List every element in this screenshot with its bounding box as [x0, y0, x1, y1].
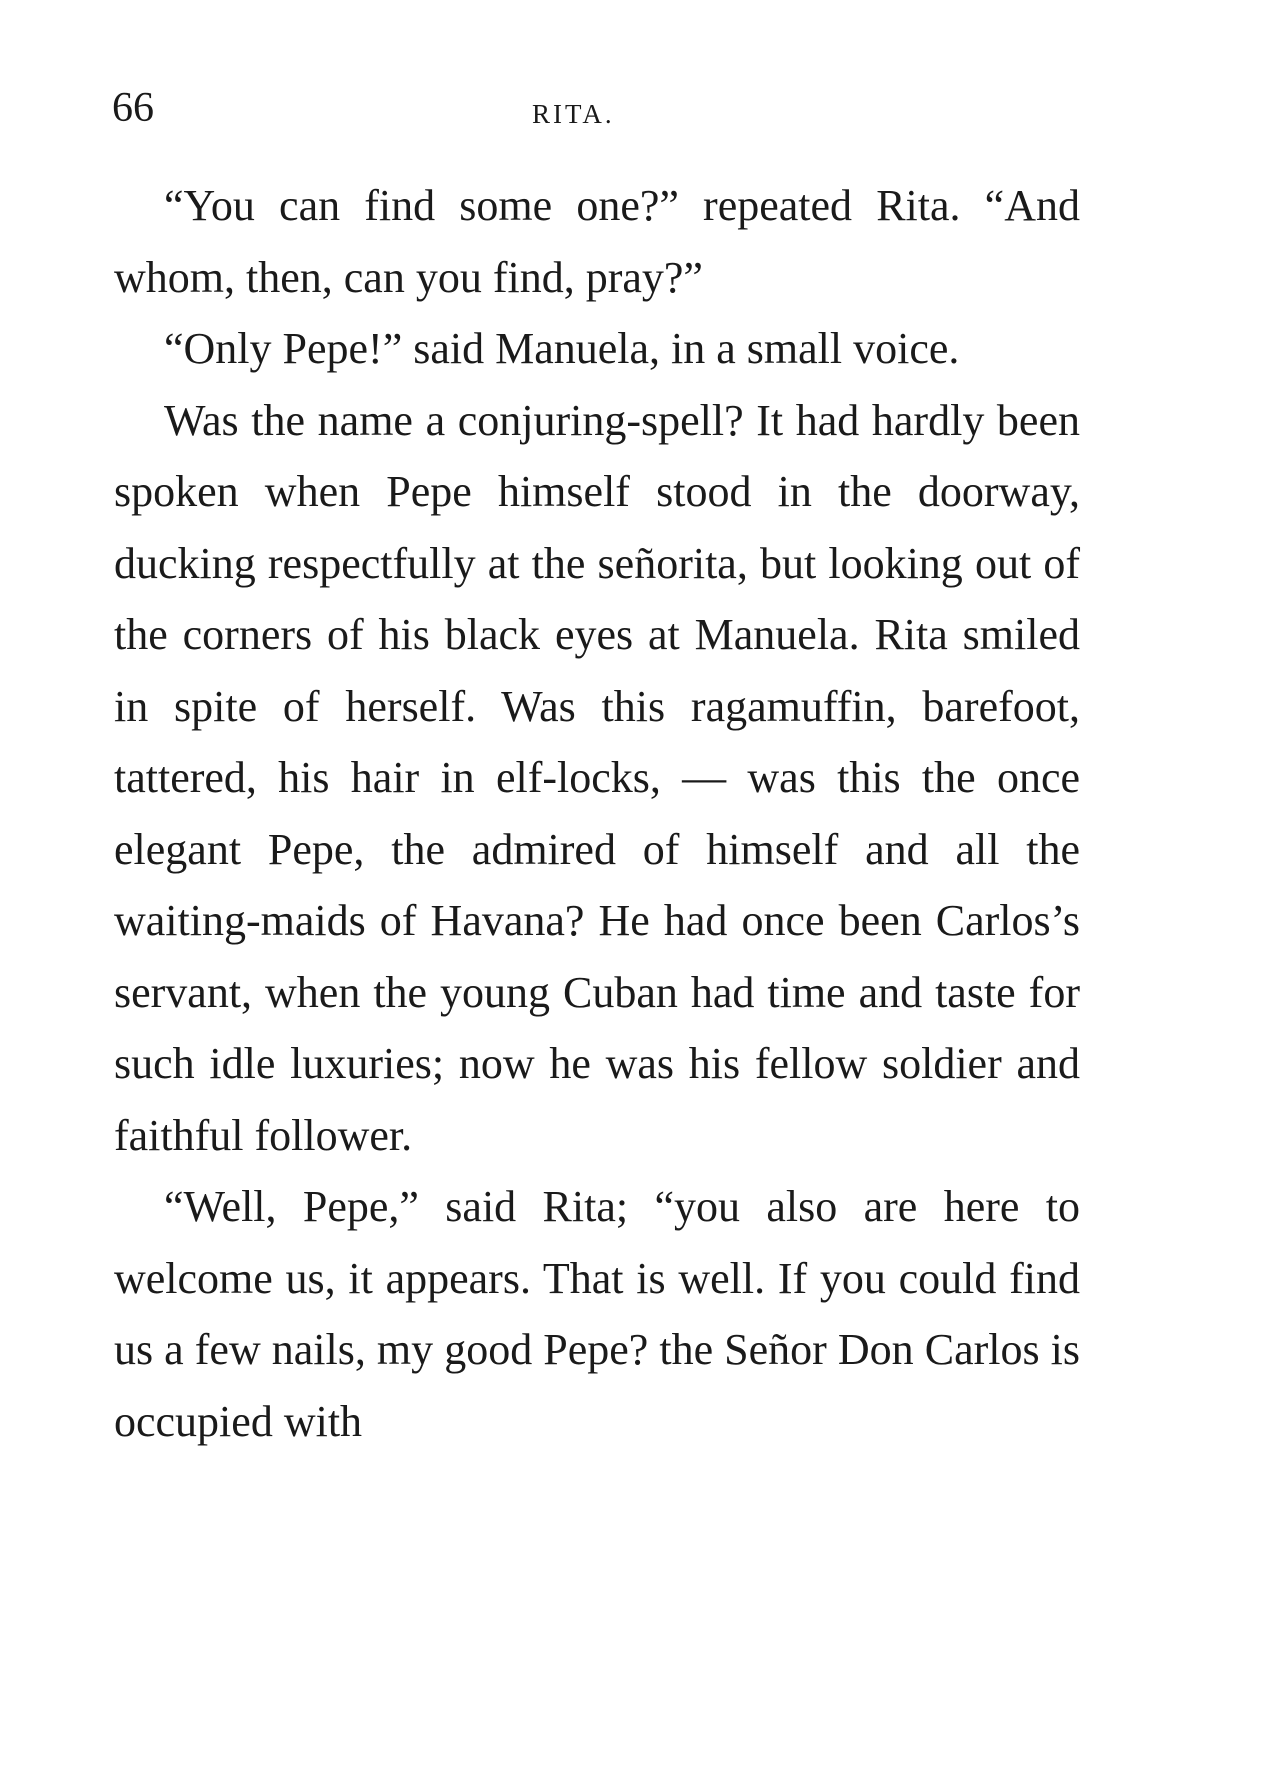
running-head: RITA.: [532, 99, 615, 129]
paragraph-dialogue-manuela: “Only Pepe!” said Manuela, in a small voice.: [164, 324, 960, 373]
paragraph-rita-speech: “Well, Pepe,” said Rita; “you also are here to welcome us, it appears. That is well. If you could find us a few nails, my good Pepe? the Señor Don Carlos is occupied with: [114, 1182, 1080, 1446]
paragraph-dialogue-rita: “You can find some one?” repeated Rita. “And whom, then, can you find, pray?”: [114, 181, 1080, 302]
paragraph-pepe-description: Was the name a conjuring-spell? It had hardly been spoken when Pepe himself stood in the doorway, ducking respectfully at the señorita, but looking out of the corners of his black eyes at Manuela. Rita smiled in spite of herself. Was this ragamuffin, barefoot, tattered, his hair in elf-locks, — was this the once elegant Pepe, the admired of himself and all the waiting-maids of Havana? He had once been Carlos’s servant, when the young Cuban had time and taste for such idle luxuries; now he was his fellow soldier and faithful follower.: [114, 395, 1080, 1160]
page-header: [112, 78, 1080, 138]
page-number: 66: [112, 85, 154, 131]
body-text: [114, 170, 1080, 1457]
